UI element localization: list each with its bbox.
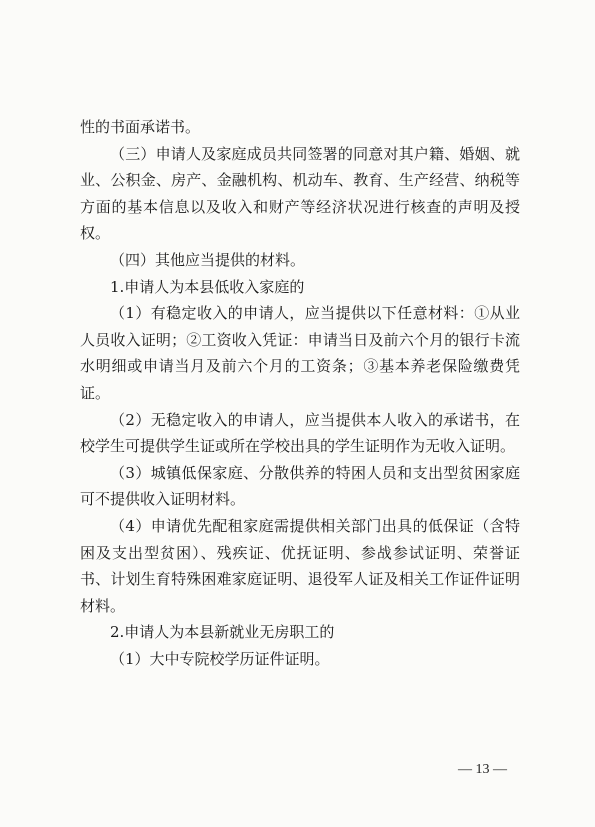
paragraph-section-1: 1.申请人为本县低收入家庭的 xyxy=(110,277,305,296)
paragraph-1-4: （4）申请优先配租家庭需提供相关部门出具的低保证（含特困及支出型贫困）、残疾证、优抚证明、参战参试证明、荣誉证书、计划生育特殊困难家庭证明、退役军人证及相关工作证件证明材料。 xyxy=(80,516,520,615)
page-number: — 13 — xyxy=(458,762,507,777)
paragraph-item-4: （四）其他应当提供的材料。 xyxy=(110,250,306,269)
paragraph-item-3: （三）申请人及家庭成员共同签署的同意对其户籍、婚姻、就业、公积金、房产、金融机构、机动车、教育、生产经营、纳税等方面的基本信息以及收入和财产等经济状况进行核查的声明及授权。 xyxy=(80,144,520,243)
paragraph-1-2: （2）无稳定收入的申请人，应当提供本人收入的承诺书，在校学生可提供学生证或所在学校出具的学生证明作为无收入证明。 xyxy=(80,410,520,456)
paragraph-1-3: （3）城镇低保家庭、分散供养的特困人员和支出型贫困家庭可不提供收入证明材料。 xyxy=(80,463,520,509)
paragraph-1-1: （1）有稳定收入的申请人，应当提供以下任意材料：①从业人员收入证明；②工资收入凭证：申请当日及前六个月的银行卡流水明细或申请当月及前六个月的工资条；③基本养老保险缴费凭证。 xyxy=(80,304,520,402)
paragraph-continuation: 性的书面承诺书。 xyxy=(80,118,201,136)
paragraph-section-2: 2.申请人为本县新就业无房职工的 xyxy=(110,623,335,642)
paragraph-2-1: （1）大中专院校学历证件证明。 xyxy=(110,649,330,668)
document-body xyxy=(80,114,520,672)
